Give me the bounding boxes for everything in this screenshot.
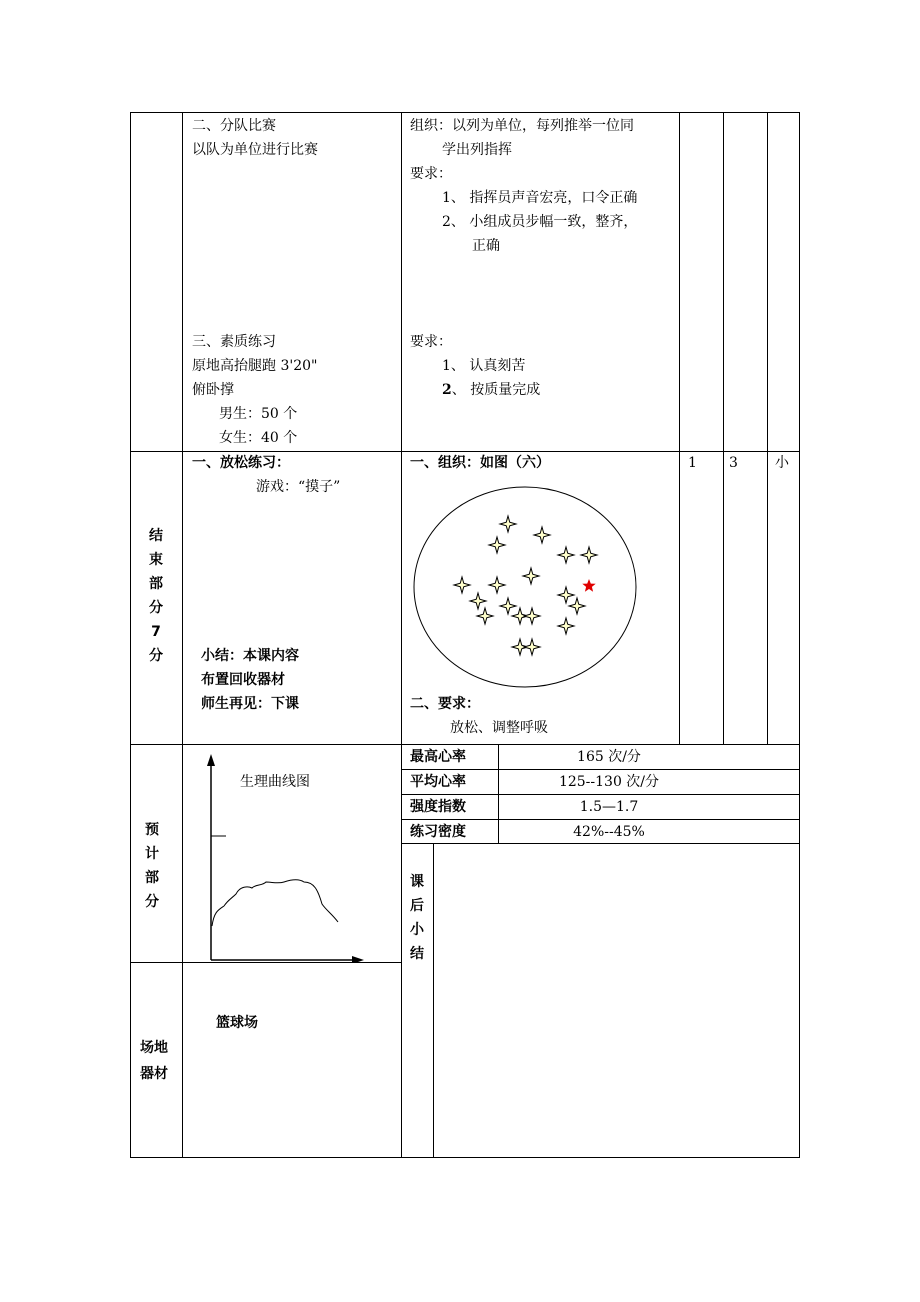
student-marker <box>470 593 486 609</box>
org2-line1: 组织：以列为单位，每列推举一位同 <box>410 118 634 134</box>
after-class-label <box>407 870 427 966</box>
student-marker <box>534 527 550 543</box>
req2-item1: 1、 指挥员声音宏亮，口令正确 <box>442 190 638 206</box>
forecast-label-char: 计 <box>145 846 159 862</box>
req2-item2b: 正确 <box>472 238 500 254</box>
forecast-label-char: 分 <box>145 894 159 910</box>
part2-title: 二、分队比赛 <box>192 118 276 134</box>
formation-circle <box>414 487 636 687</box>
row-divider-forecast <box>130 744 799 745</box>
part3-girls: 女生：40 个 <box>219 430 298 446</box>
end-label-char: 7 <box>151 624 161 640</box>
student-marker <box>524 639 540 655</box>
part3-item2: 俯卧撑 <box>192 382 234 398</box>
after-class-char: 结 <box>410 946 424 962</box>
part3-boys: 男生：50 个 <box>219 406 298 422</box>
row-divider-end <box>130 451 799 452</box>
end-label-char: 部 <box>149 576 163 592</box>
formation-diagram <box>410 482 642 694</box>
table-border-bottom <box>130 1157 799 1158</box>
end-label <box>146 524 166 668</box>
end-label-char: 分 <box>149 600 163 616</box>
metric-label-avg-hr: 平均心率 <box>410 774 466 790</box>
x-axis-arrow <box>352 956 364 962</box>
metric-value-density: 42%--45% <box>573 824 645 840</box>
end-label-char: 结 <box>149 528 163 544</box>
table-border-top <box>130 112 799 113</box>
req2-item2a: 2、 小组成员步幅一致，整齐， <box>442 214 638 230</box>
end-label-char: 束 <box>149 552 163 568</box>
venue-content: 篮球场 <box>216 1015 258 1031</box>
part3-title: 三、素质练习 <box>192 334 276 350</box>
forecast-label-char: 预 <box>145 822 159 838</box>
req2-label: 要求： <box>410 166 452 182</box>
req3-item2-num: 2 <box>442 382 452 398</box>
col-divider-1 <box>182 112 183 1158</box>
end-req-title: 二、要求： <box>410 696 480 712</box>
student-marker <box>569 598 585 614</box>
table-border-left <box>130 112 131 1158</box>
y-axis-arrow <box>207 754 215 766</box>
table-border-right <box>799 112 800 1158</box>
after-class-divider <box>433 843 434 1158</box>
org2-line2: 学出列指挥 <box>442 142 512 158</box>
catcher-red-star <box>582 579 595 592</box>
end-label-char: 分 <box>149 648 163 664</box>
forecast-label <box>142 818 162 914</box>
after-class-char: 小 <box>410 922 424 938</box>
heart-rate-curve <box>212 880 338 926</box>
student-marker <box>454 577 470 593</box>
req3-item2-text: 、 按质量完成 <box>451 382 541 398</box>
student-marker <box>489 537 505 553</box>
metric-value-max-hr: 165 次/分 <box>577 749 641 765</box>
venue-label-line2: 器材 <box>140 1066 168 1082</box>
summary-line3: 师生再见：下课 <box>201 696 299 712</box>
req3-label: 要求： <box>410 334 452 350</box>
col-divider-3 <box>679 112 680 744</box>
student-marker <box>500 598 516 614</box>
end-col-c: 小 <box>775 455 789 471</box>
relax-title: 一、放松练习： <box>192 455 290 471</box>
student-marker <box>500 516 516 532</box>
req3-item2 <box>442 382 540 398</box>
after-class-char: 后 <box>410 898 424 914</box>
student-marker <box>558 547 574 563</box>
after-class-char: 课 <box>410 874 424 890</box>
summary-line1: 小结：本课内容 <box>201 648 299 664</box>
metric-divider-1 <box>401 769 799 770</box>
metric-value-intensity: 1.5—1.7 <box>579 799 639 815</box>
metric-value-avg-hr: 125--130 次/分 <box>558 774 660 790</box>
student-marker <box>581 547 597 563</box>
col-divider-5 <box>767 112 768 744</box>
student-marker <box>477 608 493 624</box>
student-marker <box>558 618 574 634</box>
summary-line2: 布置回收器材 <box>201 672 285 688</box>
metric-label-max-hr: 最高心率 <box>410 749 466 765</box>
end-col-b: 3 <box>729 455 738 471</box>
col-divider-2 <box>401 112 402 1158</box>
metric-label-density: 练习密度 <box>410 824 466 840</box>
student-marker <box>558 587 574 603</box>
end-col-a: 1 <box>688 455 697 471</box>
end-org-title: 一、组织：如图（六） <box>410 455 550 471</box>
metric-divider-4 <box>401 843 799 844</box>
venue-label-line1: 场地 <box>140 1040 168 1056</box>
metric-divider-2 <box>401 794 799 795</box>
student-marker <box>489 577 505 593</box>
forecast-label-char: 部 <box>145 870 159 886</box>
col-divider-4 <box>723 112 724 744</box>
metric-label-intensity: 强度指数 <box>410 799 466 815</box>
metric-divider-3 <box>401 819 799 820</box>
game-label: 游戏：“摸子” <box>256 479 341 495</box>
student-marker <box>524 608 540 624</box>
row-divider-venue <box>130 962 401 963</box>
end-req-text: 放松、调整呼吸 <box>450 720 548 736</box>
student-marker <box>523 568 539 584</box>
chart-title: 生理曲线图 <box>240 774 310 790</box>
part2-desc: 以队为单位进行比赛 <box>192 142 318 158</box>
req3-item1: 1、 认真刻苦 <box>442 358 526 374</box>
part3-item1: 原地高抬腿跑 3'20" <box>192 358 318 374</box>
